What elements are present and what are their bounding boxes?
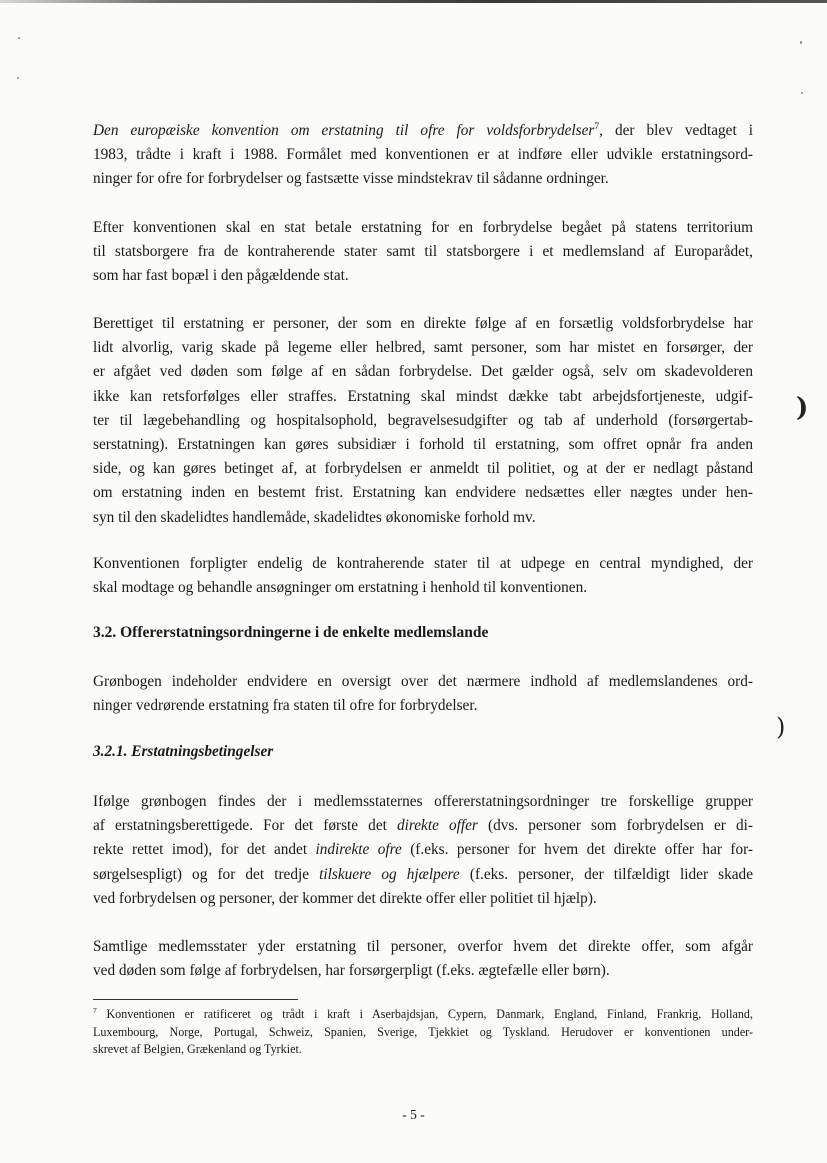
convention-title: Den europæiske konvention om erstatning til ofre for voldsforbrydelser [93, 122, 595, 139]
footnote-divider [93, 999, 298, 1000]
paragraph-greenbook-overview [93, 670, 753, 718]
text-line [93, 838, 753, 862]
text-line [93, 863, 753, 887]
text-line: ter til lægebehandling og hospitalsophold, begravelsesudgifter og tab af underhold (forsørgertab- [93, 411, 753, 429]
text-line: Grønbogen indeholder endvidere en oversigt over det nærmere indhold af medlemslandenes ord- [93, 673, 753, 690]
text-line: syn til den skadelidtes handlemåde, skadelidtes økonomiske forhold mv. [93, 508, 536, 526]
text-line: ved forbrydelsen og personer, der kommer det direkte offer eller politiet til hjælp). [93, 889, 597, 907]
text-line: skal modtage og behandle ansøgninger om erstatning i henhold til konventionen. [93, 579, 588, 597]
text-line: ninger for ofre for forbrydelser og fastsætte visse mindstekrav til sådanne ordninger. [93, 170, 609, 188]
footnote-number: 7 [93, 1005, 97, 1015]
paragraph-eligibility [93, 312, 753, 530]
page-number: - 5 - [402, 1107, 425, 1122]
emphasis-term: indirekte ofre [315, 841, 402, 859]
scan-speck [800, 41, 802, 44]
text-segment: (f.eks. personer, der tilfældigt lider skade [459, 865, 753, 883]
text-line: som har fast bopæl i den pågældende stat. [93, 267, 349, 285]
text-segment: (f.eks. personer for hvem det direkte offer har for- [401, 841, 754, 859]
text-segment: rekte rettet imod), for det andet [93, 841, 316, 859]
text-line: Ifølge grønbogen findes der i medlemsstaternes offererstatningsordninger tre forskellige grupper [93, 793, 753, 810]
section-heading: 3.2. Offererstatningsordningerne i de enkelte medlemslande [93, 624, 489, 641]
text-segment: sørgelsespligt) og for det tredje [93, 865, 320, 883]
text-line: 1983, trådte i kraft i 1988. Formålet med konventionen er at indføre eller udvikle erstatningsord- [93, 146, 753, 164]
text-line: skrevet af Belgien, Grækenland og Tyrkiet. [93, 1042, 302, 1057]
emphasis-term: direkte offer [396, 817, 478, 835]
paragraph-central-authority [93, 552, 753, 600]
footnote [93, 1006, 753, 1059]
subsection-heading: 3.2.1. Erstatningsbetingelser [93, 743, 274, 760]
text-line: lidt alvorlig, varig skade på legeme eller helbred, samt personer, som har mistet en forsørger, der [93, 339, 753, 357]
scan-speck [801, 92, 803, 94]
text-line: ved døden som følge af forbrydelsen, har forsørgerpligt (f.eks. ægtefælle eller børn). [93, 962, 610, 980]
text-line [93, 119, 753, 143]
paragraph-beneficiary-groups [93, 790, 753, 911]
text-line: til statsborgere fra de kontraherende stater samt til statsborgere i et medlemsland af Europarådet, [93, 243, 753, 261]
margin-bracket-mark: ) [796, 393, 809, 423]
text-line: Luxembourg, Norge, Portugal, Schweiz, Spanien, Sverige, Tjekkiet og Tyskland. Herudover er konventionen under- [93, 1024, 753, 1039]
text-line: Efter konventionen skal en stat betale erstatning for en forbrydelse begået på statens territorium [93, 219, 753, 236]
text-line: Samtlige medlemsstater yder erstatning til personer, overfor hvem det direkte offer, som afgår [93, 938, 753, 955]
text-segment: , der blev vedtaget i [599, 122, 753, 139]
margin-bracket-mark: ) [776, 713, 786, 741]
text-line: Konventionen forpligter endelig de kontraherende stater til at udpege en central myndighed, der [93, 555, 753, 572]
text-segment: af erstatningsberettigede. For det første det [93, 817, 397, 835]
text-line: ikke kan retsforfølges eller straffes. Erstatning skal mindst dække tabt arbejdsfortjeneste, udgif- [93, 387, 753, 405]
scan-edge [0, 0, 827, 3]
text-line: er afgået ved døden som følge af en sådan forbrydelse. Det gælder også, selv om skadevolderen [93, 363, 753, 381]
text-line: side, og kan gøres betinget af, at forbrydelsen er anmeldt til politiet, og at der er nedlagt påstand [93, 460, 753, 478]
text-line: Berettiget til erstatning er personer, der som en direkte følge af en forsætlig voldsforbrydelse har [93, 315, 753, 332]
paragraph-state-obligation [93, 216, 753, 289]
scan-speck [18, 37, 20, 39]
text-line [93, 1006, 753, 1024]
text-line: om erstatning inden en bestemt frist. Erstatning kan endvidere nedsættes eller nægtes under hen- [93, 484, 753, 502]
scan-speck [17, 77, 19, 79]
text-segment: (dvs. personer som forbrydelsen er di- [477, 817, 753, 835]
emphasis-term: tilskuere og hjælpere [319, 865, 460, 883]
paragraph-dependants [93, 935, 753, 983]
footnote-reference[interactable]: 7 [594, 121, 600, 132]
paragraph-convention-intro [93, 119, 753, 192]
text-line: ninger vedrørende erstatning fra staten til ofre for forbrydelser. [93, 697, 478, 715]
text-segment: Konventionen er ratificeret og trådt i kraft i Aserbajdsjan, Cypern, Danmark, England, Finland, Frankrig, Holland, [96, 1007, 753, 1021]
text-line [93, 814, 753, 838]
text-line: serstatning). Erstatningen kan gøres subsidiær i forhold til erstatning, som offret opnår fra anden [93, 436, 753, 454]
